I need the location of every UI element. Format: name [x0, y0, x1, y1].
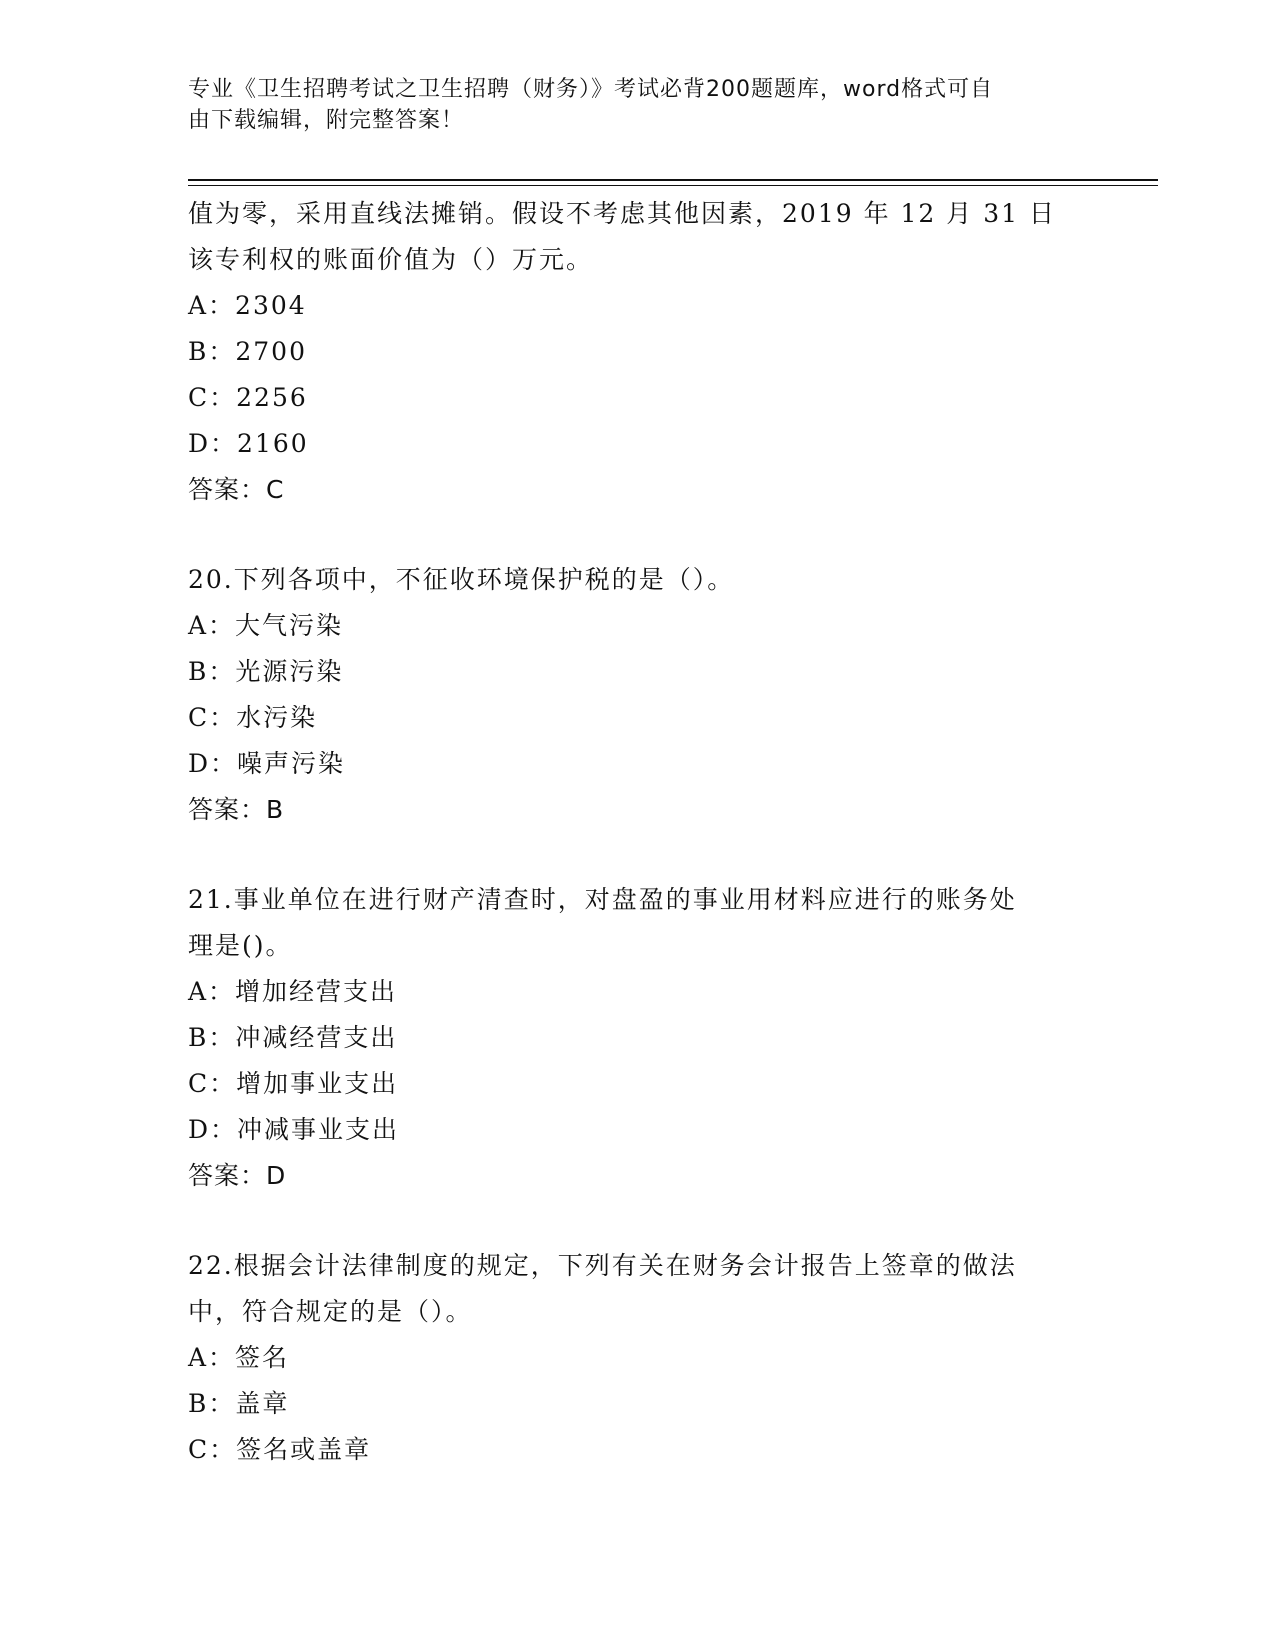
- option-c: C：2256: [188, 383, 308, 412]
- option-d: D：2160: [188, 429, 309, 458]
- option-b: B：冲减经营支出: [188, 1023, 398, 1052]
- document-header: [188, 74, 1068, 136]
- option-d: D：噪声污染: [188, 749, 346, 778]
- answer-line: 答案：D: [188, 1161, 287, 1190]
- question-list: [188, 191, 1088, 1473]
- question-spacer: [188, 833, 1088, 877]
- question-stem: 22.根据会计法律制度的规定，下列有关在财务会计报告上签章的做法: [188, 1251, 1017, 1280]
- question-stem: 理是()。: [188, 931, 293, 960]
- option-a: A：2304: [188, 291, 307, 320]
- question-19: [188, 191, 1088, 513]
- option-b: B：光源污染: [188, 657, 344, 686]
- option-a: A：大气污染: [188, 611, 344, 640]
- option-c: C：签名或盖章: [188, 1435, 372, 1464]
- answer-line: 答案：C: [188, 475, 285, 504]
- answer-line: 答案：B: [188, 795, 285, 824]
- header-line-2: 由下载编辑，附完整答案！: [188, 108, 465, 133]
- question-21: [188, 877, 1088, 1199]
- option-c: C：增加事业支出: [188, 1069, 399, 1098]
- question-spacer: [188, 1199, 1088, 1243]
- option-b: B：盖章: [188, 1389, 290, 1418]
- question-stem: 该专利权的账面价值为（）万元。: [188, 245, 594, 274]
- option-b: B：2700: [188, 337, 307, 366]
- header-line-1: 专业《卫生招聘考试之卫生招聘（财务）》考试必背200题题库，word格式可自: [188, 77, 994, 102]
- question-stem: 21.事业单位在进行财产清查时，对盘盈的事业用材料应进行的账务处: [188, 885, 1017, 914]
- option-a: A：签名: [188, 1343, 290, 1372]
- question-spacer: [188, 513, 1088, 557]
- question-22: [188, 1243, 1088, 1473]
- option-d: D：冲减事业支出: [188, 1115, 400, 1144]
- question-20: [188, 557, 1088, 833]
- option-c: C：水污染: [188, 703, 318, 732]
- question-stem: 20.下列各项中，不征收环境保护税的是（）。: [188, 565, 735, 594]
- option-a: A：增加经营支出: [188, 977, 398, 1006]
- header-divider-thin: [188, 185, 1158, 186]
- question-stem: 中，符合规定的是（）。: [188, 1297, 473, 1326]
- question-stem: 值为零，采用直线法摊销。假设不考虑其他因素，2019 年 12 月 31 日: [188, 199, 1056, 228]
- header-divider-thick: [188, 179, 1158, 181]
